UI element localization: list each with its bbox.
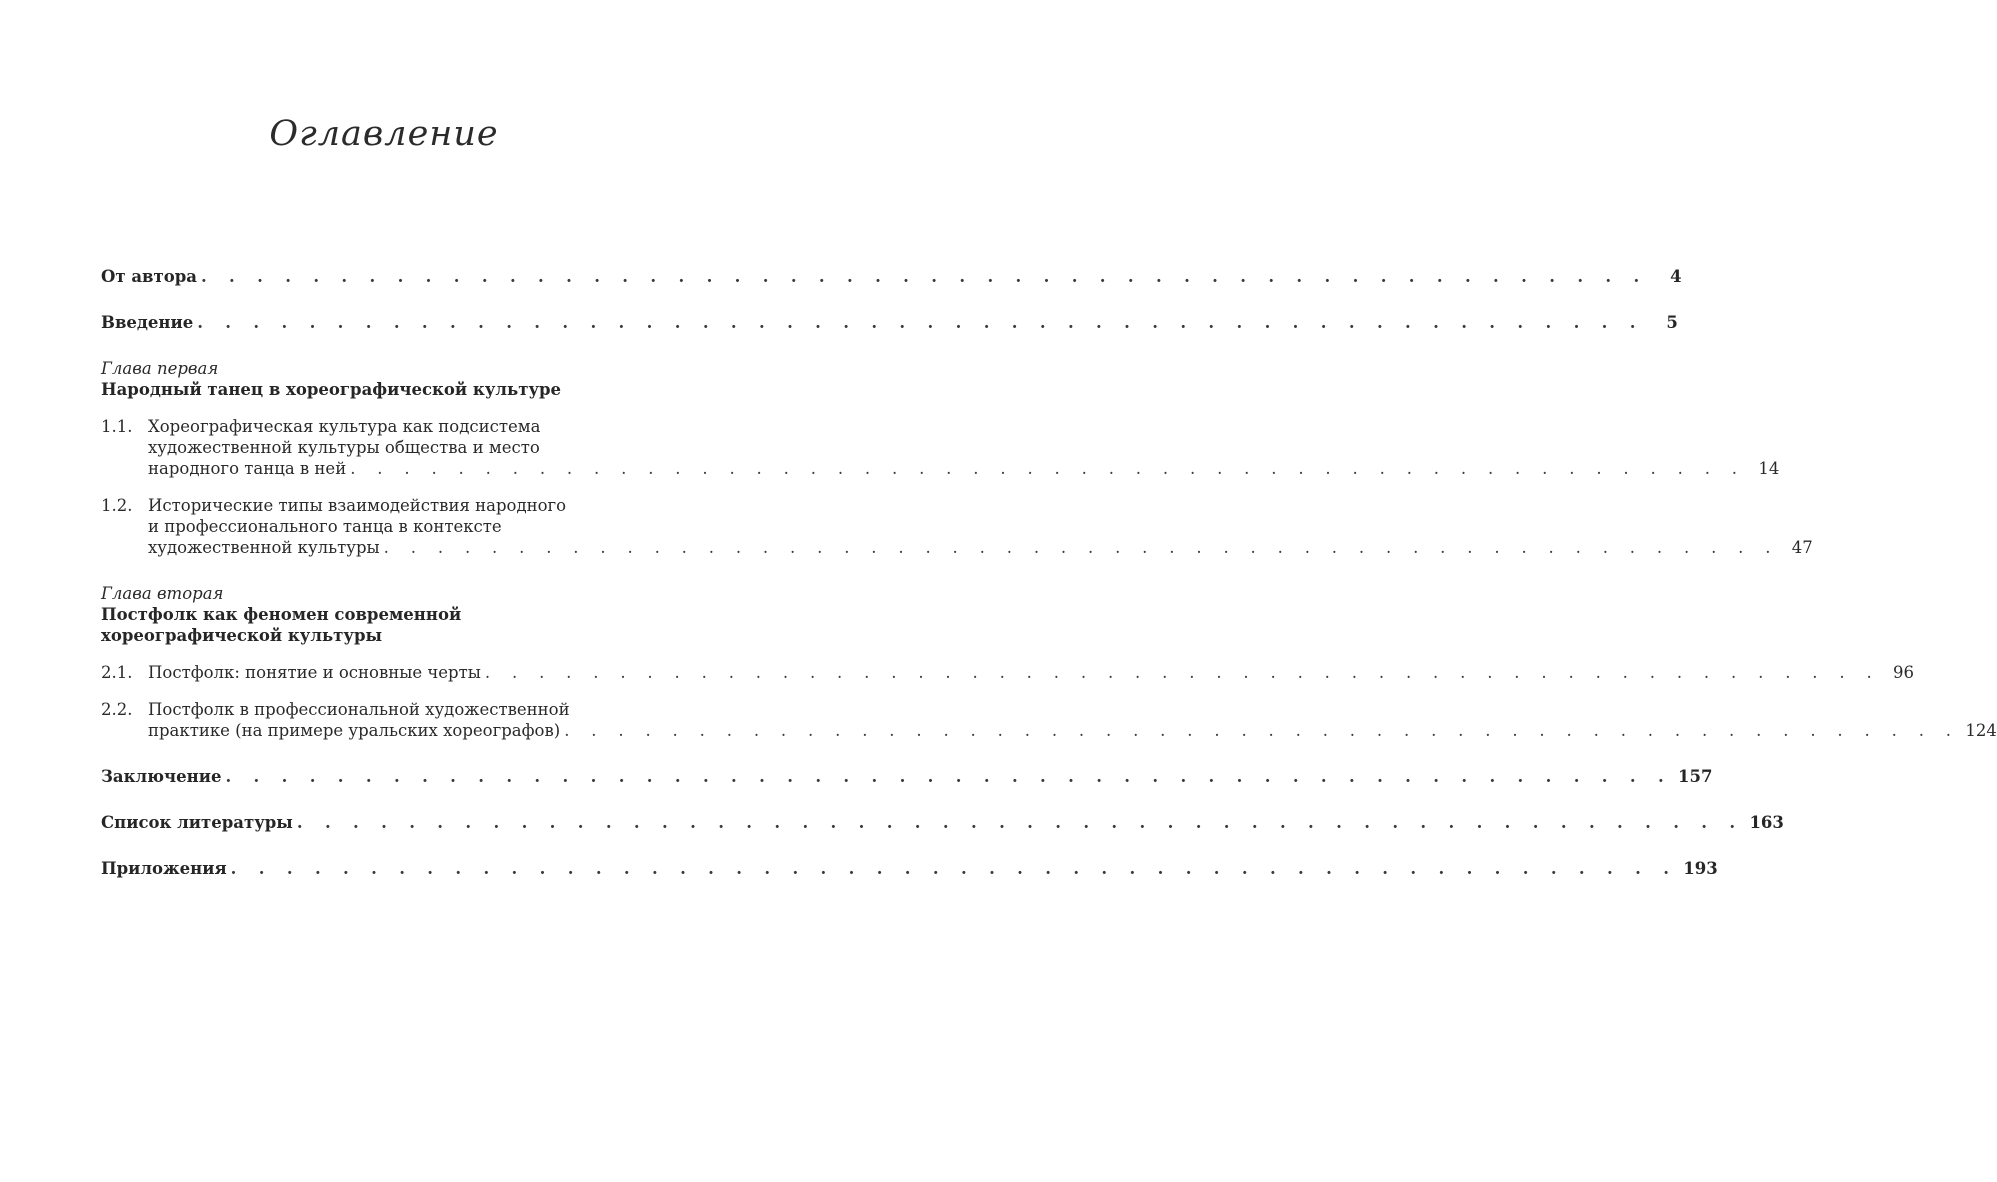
toc-entry-page: 14: [1758, 459, 1780, 478]
toc-entry-label: От автора: [101, 267, 197, 286]
chapter-kicker: Глава первая: [101, 359, 219, 378]
dot-leader: . . . . . . . . . . . . . . . . . . . . . . . . . . . . . . . . . . . . . . . . . . . . . . . . . . . .: [564, 721, 1960, 740]
dot-leader: . . . . . . . . . . . . . . . . . . . . . . . . . . . . . . . . . . . . . . . . . . . . . . . . . . . .: [383, 538, 1779, 557]
toc-entry-label: Заключение: [101, 767, 222, 786]
section-title-line: Исторические типы взаимодействия народного: [148, 496, 567, 515]
dot-leader: . . . . . . . . . . . . . . . . . . . . . . . . . . . . . . . . . . . . . . . . . . . . . . . . . . . .: [230, 859, 1678, 878]
section-number: 2.2.: [101, 700, 133, 719]
toc-entry-label: Введение: [101, 313, 194, 332]
dot-leader: . . . . . . . . . . . . . . . . . . . . . . . . . . . . . . . . . . . . . . . . . . . . . . . . . . . .: [225, 767, 1673, 786]
page-title: Оглавление: [269, 114, 499, 154]
section-title-line: художественной культуры общества и место: [148, 438, 540, 457]
dot-leader: . . . . . . . . . . . . . . . . . . . . . . . . . . . . . . . . . . . . . . . . . . . . . . . . . . . .: [200, 267, 1648, 286]
section-title-line: народного танца в ней: [148, 459, 347, 478]
toc-entry-page: 157: [1678, 767, 1713, 786]
toc-entry-appendix[interactable]: [101, 858, 1718, 879]
section-title-line: художественной культуры: [148, 538, 380, 557]
section-number: 1.1.: [101, 417, 133, 436]
section-number: 2.1.: [101, 663, 133, 682]
section-number: 1.2.: [101, 496, 133, 515]
section-title-line: практике (на примере уральских хореографов): [148, 721, 561, 740]
chapter-1: [101, 358, 1813, 558]
chapter-kicker: Глава вторая: [101, 584, 224, 603]
toc-entry-conclusion[interactable]: [101, 766, 1713, 787]
chapter-title[interactable]: Народный танец в хореографической культуре: [101, 380, 562, 399]
toc-entry-author[interactable]: [101, 266, 1682, 287]
toc-section-1-2[interactable]: [101, 495, 1813, 558]
dot-leader: . . . . . . . . . . . . . . . . . . . . . . . . . . . . . . . . . . . . . . . . . . . . . . . . . . . .: [350, 459, 1746, 478]
dot-leader: . . . . . . . . . . . . . . . . . . . . . . . . . . . . . . . . . . . . . . . . . . . . . . . . . . . .: [296, 813, 1744, 832]
section-title-line: Постфолк: понятие и основные черты: [148, 663, 481, 682]
chapter-title[interactable]: хореографической культуры: [101, 626, 383, 645]
toc-section-1-1[interactable]: [101, 416, 1780, 479]
chapter-2: [101, 583, 1997, 741]
toc-entry-page: 47: [1791, 538, 1813, 557]
toc-entry-page: 96: [1893, 663, 1915, 682]
toc-entry-literature[interactable]: [101, 812, 1784, 833]
toc-section-2-1[interactable]: [101, 662, 1915, 683]
toc-entry-page: 163: [1749, 813, 1784, 832]
toc-entry-page: 124: [1965, 721, 1997, 740]
section-title-line: Хореографическая культура как подсистема: [148, 417, 541, 436]
toc-entry-page: 193: [1683, 859, 1718, 878]
toc-entry-page: 5: [1666, 313, 1678, 332]
chapter-title[interactable]: Постфолк как феномен современной: [101, 605, 462, 624]
toc-entry-label: Список литературы: [101, 813, 293, 832]
table-of-contents: [101, 266, 1997, 879]
dot-leader: . . . . . . . . . . . . . . . . . . . . . . . . . . . . . . . . . . . . . . . . . . . . . . . . . . . .: [197, 313, 1644, 332]
toc-entry-intro[interactable]: [101, 312, 1678, 333]
dot-leader: . . . . . . . . . . . . . . . . . . . . . . . . . . . . . . . . . . . . . . . . . . . . . . . . . . . .: [484, 663, 1881, 682]
toc-entry-label: Приложения: [101, 859, 227, 878]
section-title-line: Постфолк в профессиональной художественной: [148, 700, 570, 719]
toc-section-2-2[interactable]: [101, 699, 1997, 741]
section-title-line: и профессионального танца в контексте: [148, 517, 502, 536]
toc-entry-page: 4: [1670, 267, 1682, 286]
